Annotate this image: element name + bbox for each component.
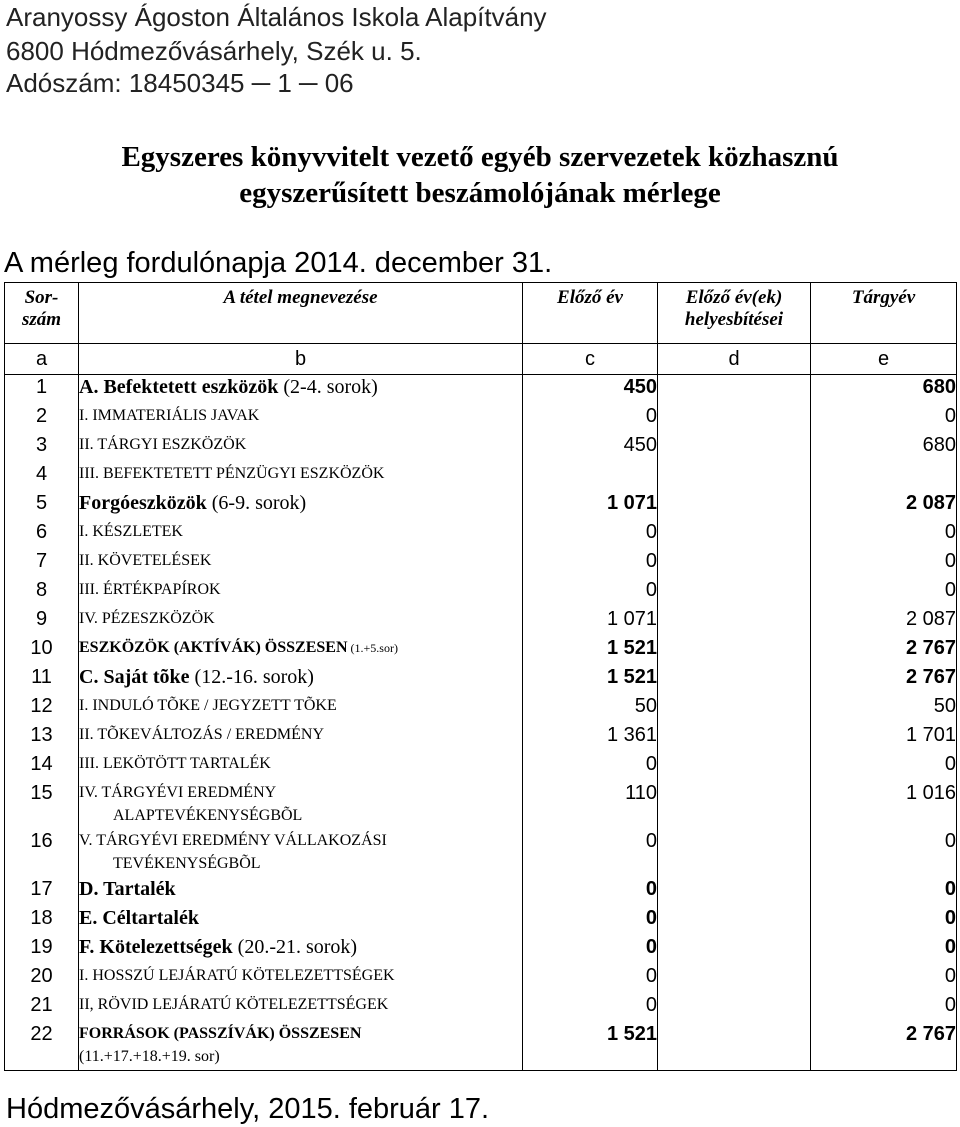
value-e: 680 [811, 375, 957, 405]
row-number: 9 [5, 607, 79, 636]
value-d [658, 694, 811, 723]
row-number: 7 [5, 549, 79, 578]
header-helyesbitesek [658, 283, 811, 344]
row-number: 16 [5, 829, 79, 877]
row-label-suffix: (1.+5.sor) [347, 641, 398, 655]
row-label-text: II. TÁRGYI ESZKÖZÖK [79, 436, 247, 453]
value-c: 0 [523, 829, 658, 877]
value-d [658, 723, 811, 752]
org-address: 6800 Hódmezővásárhely, Szék u. 5. [6, 36, 422, 66]
value-e: 0 [811, 964, 957, 993]
row-label-text: II. KÖVETELÉSEK [79, 552, 212, 569]
row-label-text: E. Céltartalék [79, 907, 199, 929]
value-c [523, 462, 658, 491]
value-c: 0 [523, 993, 658, 1022]
value-c: 1 071 [523, 491, 658, 520]
row-label-text: I. HOSSZÚ LEJÁRATÚ KÖTELEZETTSÉGEK [79, 967, 395, 984]
row-number: 21 [5, 993, 79, 1022]
table-row [5, 906, 957, 935]
value-c: 1 071 [523, 607, 658, 636]
value-c: 450 [523, 375, 658, 405]
table-row [5, 520, 957, 549]
row-label-text: FORRÁSOK (PASSZÍVÁK) ÖSSZESEN [79, 1025, 362, 1042]
row-label-text: III. ÉRTÉKPAPÍROK [79, 581, 221, 598]
value-d [658, 993, 811, 1022]
row-label [79, 462, 523, 491]
row-label [79, 694, 523, 723]
value-c: 1 521 [523, 636, 658, 665]
table-row [5, 549, 957, 578]
row-label [79, 636, 523, 665]
row-label [79, 723, 523, 752]
row-label [79, 578, 523, 607]
row-label [79, 433, 523, 462]
column-letter-row [5, 344, 957, 375]
row-label-text: ESZKÖZÖK (AKTÍVÁK) ÖSSZESEN [79, 639, 348, 656]
row-label-text: A. Befektetett eszközök [79, 376, 279, 398]
value-e: 2 087 [811, 607, 957, 636]
table-row [5, 462, 957, 491]
row-label [79, 964, 523, 993]
value-e: 50 [811, 694, 957, 723]
value-d [658, 752, 811, 781]
row-label [79, 665, 523, 694]
value-d [658, 781, 811, 829]
row-number: 2 [5, 404, 79, 433]
row-label [79, 549, 523, 578]
row-label-text: C. Saját tõke [79, 666, 190, 688]
value-d [658, 1022, 811, 1071]
value-d [658, 520, 811, 549]
row-label-text: IV. TÁRGYÉVI EREDMÉNY [79, 784, 277, 801]
row-label-suffix: (12.-16. sorok) [189, 666, 314, 688]
value-c: 0 [523, 404, 658, 433]
row-number: 8 [5, 578, 79, 607]
row-number: 20 [5, 964, 79, 993]
header-targyev: Tárgyév [811, 283, 957, 344]
document-title-line2: egyszerűsített beszámolójának mérlege [239, 177, 721, 209]
value-d [658, 877, 811, 906]
value-d [658, 549, 811, 578]
value-e: 0 [811, 404, 957, 433]
value-d [658, 665, 811, 694]
value-e: 0 [811, 752, 957, 781]
row-label-text: Forgóeszközök [79, 492, 207, 514]
row-number: 19 [5, 935, 79, 964]
row-label-continuation: (11.+17.+18.+19. sor) [79, 1048, 220, 1065]
value-d [658, 578, 811, 607]
row-label-text: F. Kötelezettségek [79, 936, 233, 958]
value-e: 0 [811, 829, 957, 877]
table-row [5, 1022, 957, 1071]
row-label-suffix: (6-9. sorok) [206, 492, 307, 514]
row-label [79, 935, 523, 964]
row-label [79, 752, 523, 781]
row-number: 12 [5, 694, 79, 723]
row-label-continuation: TEVÉKENYSÉGBÕL [113, 855, 261, 872]
row-label-text: I. INDULÓ TÕKE / JEGYZETT TÕKE [79, 697, 337, 714]
value-e: 2 767 [811, 665, 957, 694]
row-label [79, 877, 523, 906]
value-e: 1 016 [811, 781, 957, 829]
value-d [658, 607, 811, 636]
header-helyesbitesek-part: Előző év(ek) [685, 287, 783, 308]
value-e: 1 701 [811, 723, 957, 752]
value-c: 1 521 [523, 665, 658, 694]
row-label [79, 1022, 523, 1071]
row-number: 11 [5, 665, 79, 694]
column-letter: c [523, 344, 658, 375]
row-label-text: II, RÖVID LEJÁRATÚ KÖTELEZETTSÉGEK [79, 996, 389, 1013]
table-row [5, 607, 957, 636]
row-label [79, 906, 523, 935]
row-label [79, 781, 523, 829]
row-number: 18 [5, 906, 79, 935]
value-d [658, 462, 811, 491]
table-row [5, 665, 957, 694]
row-label-text: III. BEFEKTETETT PÉNZÜGYI ESZKÖZÖK [79, 465, 385, 482]
row-label [79, 829, 523, 877]
table-row [5, 993, 957, 1022]
value-c: 1 361 [523, 723, 658, 752]
row-label-text: III. LEKÖTÖTT TARTALÉK [79, 755, 271, 772]
balance-sheet-table [4, 282, 957, 1071]
value-e: 0 [811, 578, 957, 607]
value-d [658, 433, 811, 462]
column-letter: e [811, 344, 957, 375]
value-e: 2 767 [811, 1022, 957, 1071]
table-row [5, 491, 957, 520]
table-row [5, 636, 957, 665]
column-letter: b [79, 344, 523, 375]
header-megnevezes: A tétel megnevezése [79, 283, 523, 344]
table-row [5, 694, 957, 723]
value-c: 0 [523, 578, 658, 607]
value-c: 0 [523, 752, 658, 781]
value-c: 1 521 [523, 1022, 658, 1071]
value-c: 0 [523, 520, 658, 549]
table-row [5, 375, 957, 405]
value-e: 0 [811, 935, 957, 964]
value-d [658, 636, 811, 665]
row-label-text: IV. PÉZESZKÖZÖK [79, 610, 215, 627]
row-label [79, 404, 523, 433]
table-row [5, 781, 957, 829]
value-c: 0 [523, 964, 658, 993]
column-letter: a [5, 344, 79, 375]
value-c: 110 [523, 781, 658, 829]
value-e: 0 [811, 906, 957, 935]
value-e: 0 [811, 520, 957, 549]
row-number: 14 [5, 752, 79, 781]
row-label [79, 375, 523, 405]
document-title-line1: Egyszeres könyvvitelt vezető egyéb szervezetek közhasznú [121, 141, 839, 173]
row-number: 5 [5, 491, 79, 520]
table-row [5, 723, 957, 752]
table-row [5, 964, 957, 993]
table-row [5, 877, 957, 906]
row-number: 10 [5, 636, 79, 665]
row-label-text: I. KÉSZLETEK [79, 523, 183, 540]
place-and-date: Hódmezővásárhely, 2015. február 17. [6, 1093, 490, 1125]
row-number: 22 [5, 1022, 79, 1071]
value-e: 0 [811, 549, 957, 578]
row-label [79, 607, 523, 636]
table-row [5, 752, 957, 781]
value-c: 450 [523, 433, 658, 462]
value-d [658, 935, 811, 964]
table-row [5, 404, 957, 433]
table-row [5, 829, 957, 877]
value-c: 50 [523, 694, 658, 723]
row-number: 6 [5, 520, 79, 549]
table-row [5, 578, 957, 607]
column-letter: d [658, 344, 811, 375]
row-label [79, 993, 523, 1022]
header-helyesbitesek-part: helyesbítései [684, 309, 784, 330]
row-number: 15 [5, 781, 79, 829]
value-c: 0 [523, 877, 658, 906]
row-number: 3 [5, 433, 79, 462]
value-e: 0 [811, 877, 957, 906]
value-c: 0 [523, 935, 658, 964]
row-label-text: V. TÁRGYÉVI EREDMÉNY VÁLLAKOZÁSI [79, 832, 387, 849]
header-sorszam-part: szám [21, 309, 62, 330]
row-number: 13 [5, 723, 79, 752]
balance-date: A mérleg fordulónapja 2014. december 31. [4, 247, 553, 279]
header-sorszam [5, 283, 79, 344]
value-e: 2 087 [811, 491, 957, 520]
value-d [658, 491, 811, 520]
value-e [811, 462, 957, 491]
org-name: Aranyossy Ágoston Általános Iskola Alapítvány [6, 2, 547, 32]
value-d [658, 375, 811, 405]
row-label-text: I. IMMATERIÁLIS JAVAK [79, 407, 260, 424]
value-d [658, 906, 811, 935]
row-label [79, 491, 523, 520]
value-c: 0 [523, 549, 658, 578]
row-number: 4 [5, 462, 79, 491]
org-tax-id: Adószám: 18450345 ─ 1 ─ 06 [6, 68, 354, 98]
value-d [658, 404, 811, 433]
row-label-text: D. Tartalék [79, 878, 176, 900]
row-label [79, 520, 523, 549]
row-label-continuation: ALAPTEVÉKENYSÉGBÕL [113, 807, 303, 824]
value-c: 0 [523, 906, 658, 935]
header-elozo-ev: Előző év [523, 283, 658, 344]
table-row [5, 935, 957, 964]
value-d [658, 964, 811, 993]
row-label-suffix: (20.-21. sorok) [232, 936, 358, 958]
table-row [5, 433, 957, 462]
row-label-suffix: (2-4. sorok) [278, 376, 378, 398]
header-sorszam-part: Sor- [24, 287, 59, 308]
value-e: 680 [811, 433, 957, 462]
row-label-text: II. TÕKEVÁLTOZÁS / EREDMÉNY [79, 726, 325, 743]
value-e: 2 767 [811, 636, 957, 665]
value-d [658, 829, 811, 877]
value-e: 0 [811, 993, 957, 1022]
row-number: 17 [5, 877, 79, 906]
row-number: 1 [5, 375, 79, 405]
